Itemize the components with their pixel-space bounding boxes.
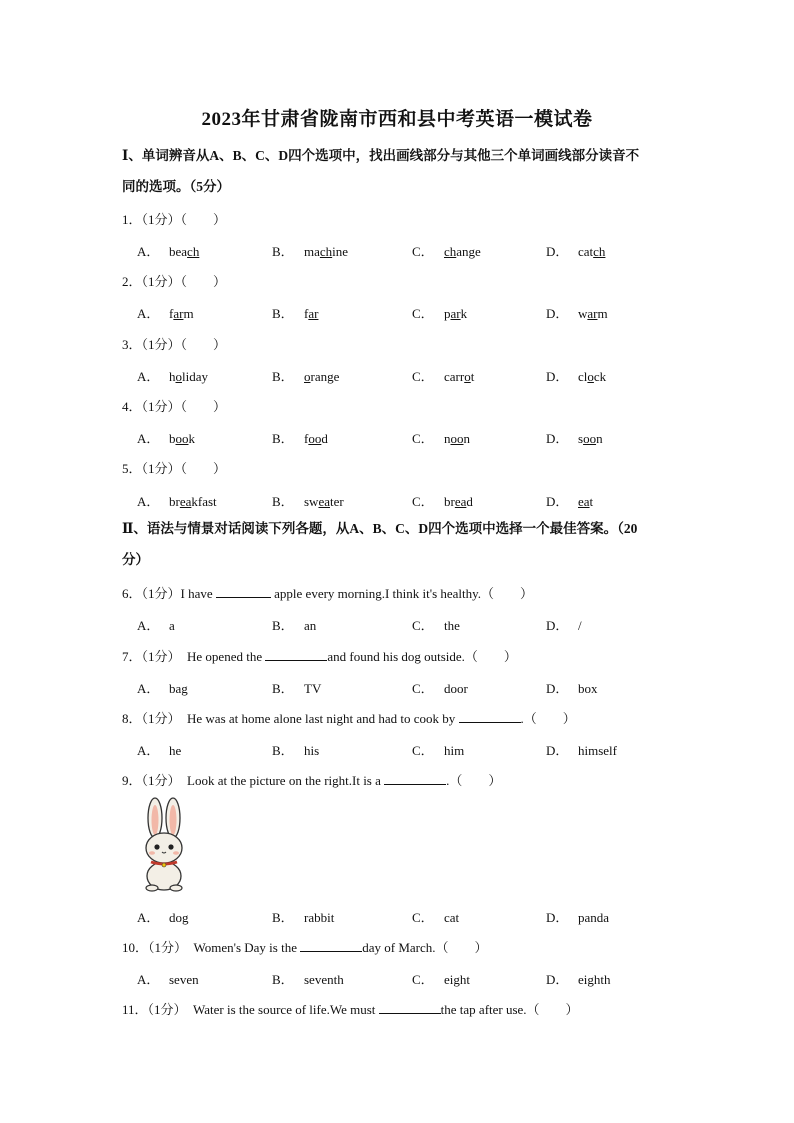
option-letter: B． [272, 369, 294, 384]
option-text: s [578, 431, 584, 446]
option-a[interactable] [137, 907, 189, 926]
question-text-end: the tap after use.（ ） [440, 1002, 579, 1017]
option-text: sw [304, 494, 319, 509]
option-d[interactable] [546, 428, 603, 447]
option-letter: B． [272, 681, 294, 696]
option-text: p [444, 306, 451, 321]
underlined-part: o [304, 369, 311, 384]
question-number: 6．（1分） [122, 586, 181, 601]
option-letter: C． [412, 618, 434, 633]
options-row [137, 428, 697, 448]
underlined-part: ar [450, 306, 461, 321]
underlined-part: ch [444, 244, 457, 259]
question-text: Women's Day is the [187, 940, 301, 955]
option-text: w [578, 306, 588, 321]
option-text: k [460, 306, 468, 321]
question-number: 4．（1分）（ ） [122, 399, 227, 414]
option-text: ck [593, 369, 607, 384]
option-letter: C． [412, 369, 434, 384]
option-c[interactable] [412, 428, 470, 447]
question-text: Water is the source of life.We must [186, 1002, 379, 1017]
option-d[interactable] [546, 366, 606, 385]
option-text: n [463, 431, 470, 446]
options-row [137, 740, 697, 760]
underlined-part: o [587, 369, 594, 384]
question-2 [122, 271, 226, 290]
question-text: I have [180, 586, 216, 601]
underlined-part: ch [319, 244, 333, 259]
underlined-part: ch [593, 244, 606, 259]
option-text: ange [456, 244, 481, 259]
underlined-part: o [175, 369, 182, 384]
option-b[interactable] [272, 366, 339, 385]
answer-blank[interactable] [300, 939, 362, 952]
underlined-part: oo [175, 431, 189, 446]
option-text: br [169, 494, 180, 509]
option-text: seven [169, 972, 199, 987]
option-text: cl [578, 369, 588, 384]
question-number: 7．（1分） [122, 649, 181, 664]
option-text: ter [330, 494, 344, 509]
option-letter: A． [137, 431, 160, 446]
question-11 [122, 999, 579, 1018]
option-b[interactable] [272, 615, 316, 634]
option-letter: D． [546, 306, 569, 321]
option-letter: C． [412, 431, 434, 446]
option-a[interactable] [137, 615, 175, 634]
question-number: 11．（1分） [122, 1002, 187, 1017]
question-10 [122, 937, 488, 956]
option-text: box [578, 681, 598, 696]
option-letter: A． [137, 972, 160, 987]
option-c[interactable] [412, 366, 474, 385]
option-text: TV [304, 681, 322, 696]
option-a[interactable] [137, 969, 199, 988]
option-a[interactable] [137, 366, 208, 385]
option-b[interactable] [272, 303, 318, 322]
question-text-end: .（ ） [520, 711, 576, 726]
option-d[interactable] [546, 491, 593, 510]
option-c[interactable] [412, 969, 470, 988]
option-text: f [304, 431, 309, 446]
option-a[interactable] [137, 740, 181, 759]
options-row [137, 366, 697, 386]
underlined-part: ea [578, 494, 590, 509]
underlined-part: oo [308, 431, 322, 446]
underlined-part: ea [179, 494, 192, 509]
options-row [137, 615, 697, 635]
options-row [137, 491, 697, 511]
answer-blank[interactable] [265, 648, 327, 661]
option-text: rabbit [304, 910, 335, 925]
option-text: f [169, 306, 174, 321]
section-1-heading: Ⅰ、单词辨音从A、B、C、D四个选项中，找出画线部分与其他三个单词画线部分读音不 同的选项。（5分） [122, 148, 640, 194]
option-text: ma [304, 244, 320, 259]
option-text: door [444, 681, 468, 696]
underlined-part: ea [454, 494, 467, 509]
question-4 [122, 396, 226, 415]
option-letter: C． [412, 910, 434, 925]
option-text: a [169, 618, 175, 633]
option-text: bea [169, 244, 188, 259]
page-title: 2023年甘肃省陇南市西和县中考英语一模试卷 [201, 109, 593, 130]
option-letter: B． [272, 743, 294, 758]
option-a[interactable] [137, 678, 188, 697]
underlined-part: o [464, 369, 471, 384]
option-text: d [466, 494, 473, 509]
question-text-end: day of March.（ ） [362, 940, 488, 955]
option-text: dog [169, 910, 189, 925]
question-1 [122, 209, 226, 228]
option-a[interactable] [137, 303, 194, 322]
question-number: 8．（1分） [122, 711, 181, 726]
option-text: the [444, 618, 460, 633]
option-c[interactable] [412, 241, 481, 260]
question-text: Look at the picture on the right.It is a [180, 773, 385, 788]
underlined-part: oo [583, 431, 597, 446]
option-text: d [321, 431, 328, 446]
question-number: 5．（1分）（ ） [122, 461, 227, 476]
question-text-end: apple every morning.I think it's healthy.（ ） [270, 586, 534, 601]
question-text-end: and found his dog outside.（ ） [327, 649, 517, 664]
options-row [137, 241, 697, 261]
option-letter: D． [546, 681, 569, 696]
question-text: He was at home alone last night and had to cook by [180, 711, 459, 726]
option-text: eighth [578, 972, 611, 987]
option-letter: D． [546, 369, 569, 384]
answer-blank[interactable] [384, 772, 446, 785]
option-text: eight [444, 972, 470, 987]
underlined-part: ar [173, 306, 184, 321]
option-letter: D． [546, 972, 569, 987]
option-letter: D． [546, 910, 569, 925]
option-text: himself [578, 743, 617, 758]
underlined-part: ar [308, 306, 319, 321]
option-text: cat [444, 910, 460, 925]
option-letter: D． [546, 431, 569, 446]
underlined-part: ar [587, 306, 598, 321]
option-d[interactable] [546, 740, 617, 759]
option-letter: B． [272, 618, 294, 633]
underlined-part: oo [450, 431, 464, 446]
option-letter: B． [272, 244, 294, 259]
option-b[interactable] [272, 491, 344, 510]
question-8 [122, 708, 576, 727]
option-text: m [597, 306, 608, 321]
option-d[interactable] [546, 241, 605, 260]
options-row [137, 969, 697, 989]
question-7 [122, 646, 517, 665]
option-text: t [589, 494, 594, 509]
option-letter: B． [272, 431, 294, 446]
question-number: 9．（1分） [122, 773, 181, 788]
option-letter: B． [272, 306, 294, 321]
option-text: b [169, 431, 176, 446]
option-letter: C． [412, 244, 434, 259]
option-text: carr [444, 369, 465, 384]
option-c[interactable] [412, 678, 468, 697]
option-text: panda [578, 910, 610, 925]
option-d[interactable] [546, 907, 609, 926]
option-c[interactable] [412, 740, 464, 759]
option-letter: A． [137, 306, 160, 321]
option-letter: C． [412, 743, 434, 758]
option-letter: A． [137, 618, 160, 633]
option-b[interactable] [272, 740, 319, 759]
option-text: / [578, 618, 582, 633]
option-b[interactable] [272, 969, 344, 988]
options-row [137, 303, 697, 323]
underlined-part: ch [187, 244, 200, 259]
option-text: seventh [304, 972, 344, 987]
option-letter: A． [137, 681, 160, 696]
option-a[interactable] [137, 241, 199, 260]
option-text: f [304, 306, 309, 321]
option-d[interactable] [546, 678, 598, 697]
option-letter: D． [546, 494, 569, 509]
question-number: 1．（1分）（ ） [122, 212, 227, 227]
options-row [137, 907, 697, 927]
option-letter: B． [272, 972, 294, 987]
option-text: n [444, 431, 451, 446]
option-letter: D． [546, 618, 569, 633]
option-letter: A． [137, 743, 160, 758]
rabbit-illustration [138, 796, 190, 892]
option-letter: C． [412, 306, 434, 321]
option-letter: C． [412, 972, 434, 987]
option-letter: D． [546, 244, 569, 259]
question-number: 3．（1分）（ ） [122, 337, 227, 352]
question-3 [122, 334, 226, 353]
option-letter: A． [137, 244, 160, 259]
underlined-part: ea [318, 494, 330, 509]
option-letter: A． [137, 910, 160, 925]
question-text: He opened the [180, 649, 266, 664]
option-text: ine [332, 244, 349, 259]
answer-blank[interactable] [216, 585, 271, 598]
option-text: h [169, 369, 176, 384]
option-b[interactable] [272, 678, 321, 697]
option-a[interactable] [137, 428, 195, 447]
option-letter: A． [137, 494, 160, 509]
option-d[interactable] [546, 615, 582, 634]
answer-blank[interactable] [459, 710, 521, 723]
option-text: k [188, 431, 195, 446]
option-letter: C． [412, 494, 434, 509]
option-b[interactable] [272, 907, 334, 926]
question-5 [122, 458, 226, 477]
option-c[interactable] [412, 907, 459, 926]
question-number: 2．（1分）（ ） [122, 274, 227, 289]
option-letter: B． [272, 910, 294, 925]
option-text: cat [578, 244, 594, 259]
option-d[interactable] [546, 969, 611, 988]
option-text: m [183, 306, 194, 321]
option-text: he [169, 743, 182, 758]
option-letter: B． [272, 494, 294, 509]
options-row [137, 678, 697, 698]
option-letter: C． [412, 681, 434, 696]
option-text: an [304, 618, 317, 633]
option-c[interactable] [412, 303, 467, 322]
option-d[interactable] [546, 303, 608, 322]
option-c[interactable] [412, 615, 460, 634]
option-text: his [304, 743, 320, 758]
option-text: t [470, 369, 475, 384]
option-b[interactable] [272, 428, 328, 447]
option-b[interactable] [272, 241, 348, 260]
option-text: br [444, 494, 455, 509]
option-text: kfast [191, 494, 217, 509]
question-6 [122, 583, 533, 602]
option-text: liday [182, 369, 208, 384]
answer-blank[interactable] [379, 1001, 441, 1014]
option-letter: A． [137, 369, 160, 384]
option-a[interactable] [137, 491, 217, 510]
question-number: 10．（1分） [122, 940, 188, 955]
option-text: bag [169, 681, 188, 696]
option-text: him [444, 743, 465, 758]
option-text: n [596, 431, 603, 446]
question-9 [122, 770, 501, 789]
section-2-heading: Ⅱ、语法与情景对话阅读下列各题，从A、B、C、D四个选项中选择一个最佳答案。（20 分） [122, 521, 638, 567]
option-c[interactable] [412, 491, 473, 510]
option-letter: D． [546, 743, 569, 758]
option-text: range [310, 369, 340, 384]
question-text-end: .（ ） [446, 773, 502, 788]
